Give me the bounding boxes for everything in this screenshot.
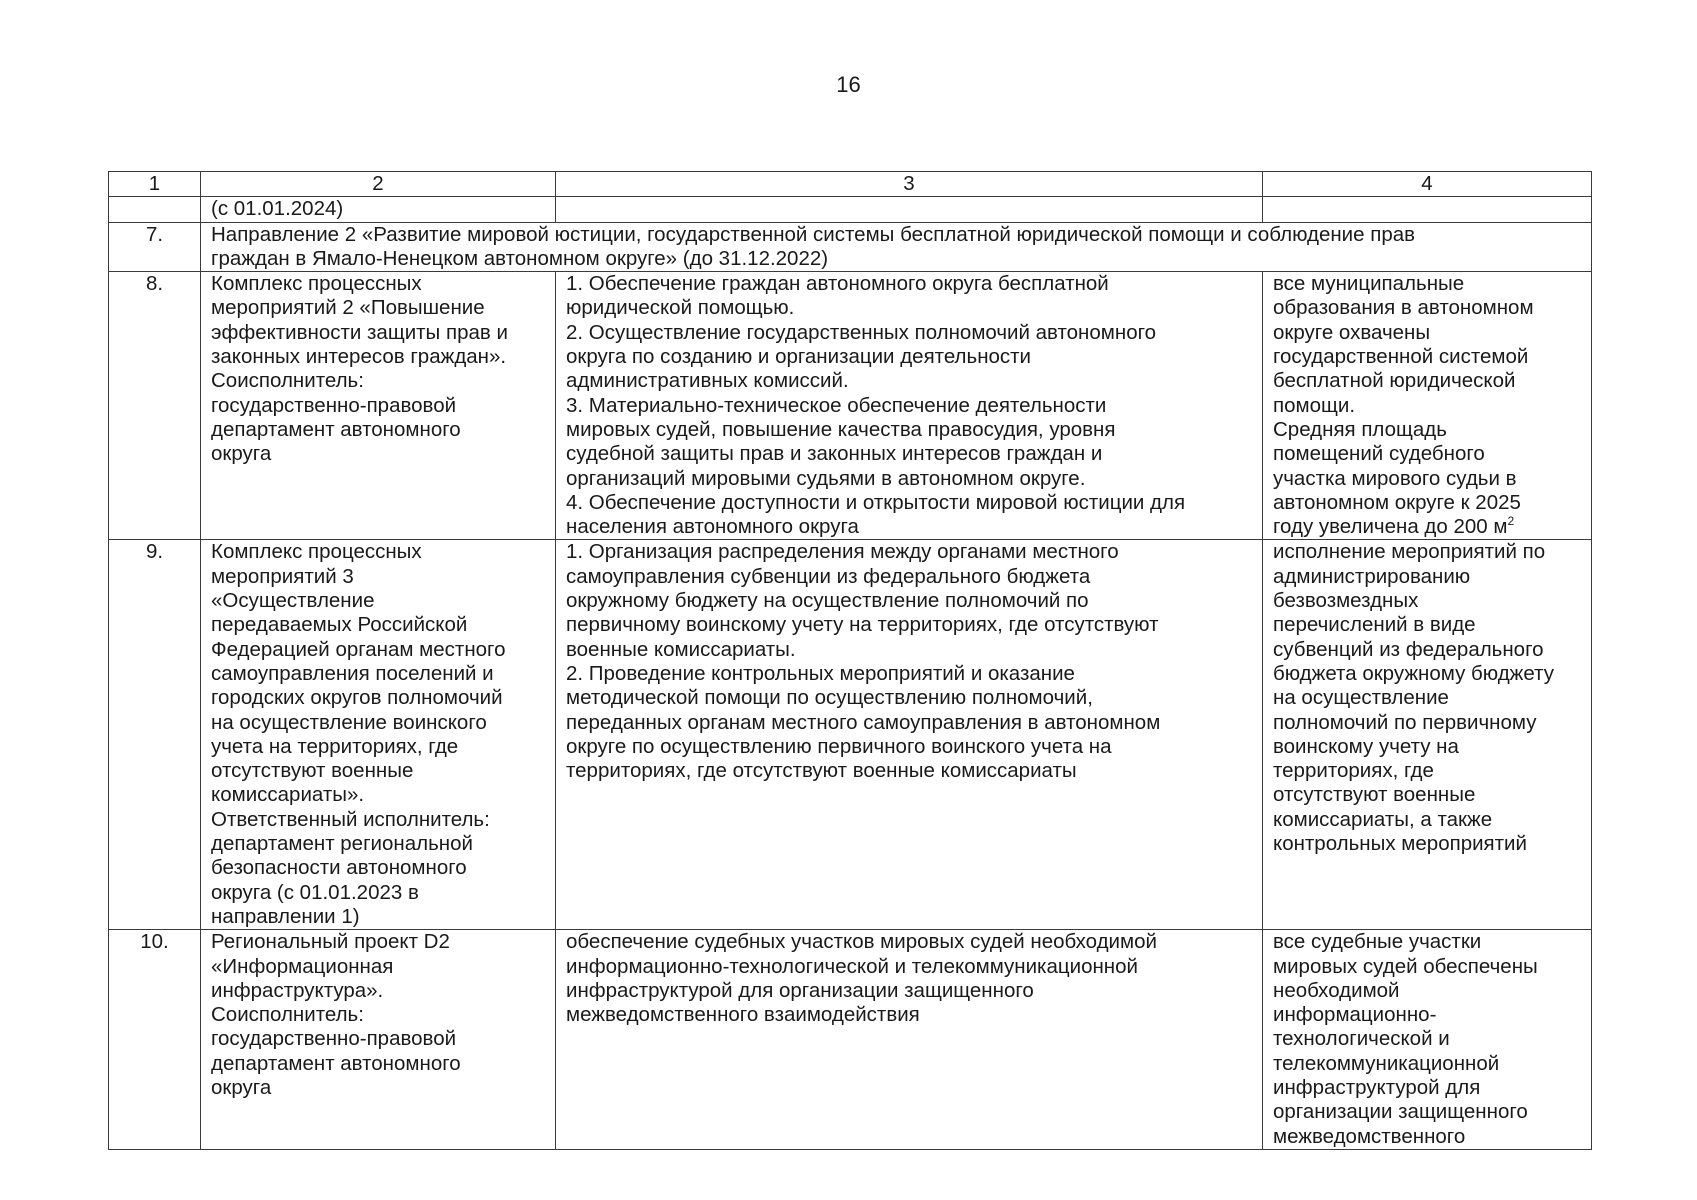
table-cell: обеспечение судебных участков мировых судей необходимой информационно-технологической и телекоммуникационной инфраструктурой для организации защищенного межведомственного взаимодействия — [556, 930, 1263, 1150]
table-row — [109, 197, 1592, 222]
table-cell: 1. Организация распределения между органами местного самоуправления субвенции из федерального бюджета окружному бюджету на осуществление полномочий по первичному воинскому учету на территориях, где отсутствуют военные комиссариаты. 2. Проведение контрольных мероприятий и оказание методической помощи по осуществлению полномочий, переданных органам местного самоуправления в автономном округе по осуществлению первичного воинского учета на территориях, где отсутствуют военные комиссариаты — [556, 540, 1263, 930]
header-cell: 4 — [1263, 172, 1592, 197]
header-cell: 2 — [201, 172, 556, 197]
table-cell — [1263, 197, 1592, 222]
row-number: 8. — [109, 272, 201, 540]
table-cell: все судебные участки мировых судей обеспечены необходимой информационно- технологической и телекоммуникационной инфраструктурой для организации защищенного межведомственного — [1263, 930, 1592, 1150]
row-number — [109, 197, 201, 222]
superscript: 2 — [1507, 514, 1515, 529]
section-row — [109, 222, 1592, 272]
table-cell: 1. Обеспечение граждан автономного округа бесплатной юридической помощью. 2. Осуществление государственных полномочий автономного округа по созданию и организации деятельности административных комиссий. 3. Материально-техническое обеспечение деятельности мировых судей, повышение качества правосудия, уровня судебной защиты прав и законных интересов граждан и организаций мировыми судьями в автономном округе. 4. Обеспечение доступности и открытости мировой юстиции для населения автономного округа — [556, 272, 1263, 540]
row-number: 10. — [109, 930, 201, 1150]
table-cell: Региональный проект D2 «Информационная инфраструктура». Соисполнитель: государственно-правовой департамент автономного округа — [201, 930, 556, 1150]
header-cell: 3 — [556, 172, 1263, 197]
table-row — [109, 930, 1592, 1150]
section-title: Направление 2 «Развитие мировой юстиции, государственной системы бесплатной юридической помощи и соблюдение прав граждан в Ямало-Ненецком автономном округе» (до 31.12.2022) — [201, 222, 1592, 272]
page-number: 16 — [836, 72, 861, 97]
table-cell — [556, 197, 1263, 222]
table-cell — [1263, 272, 1592, 540]
table-cell: (с 01.01.2024) — [201, 197, 556, 222]
cell-text: все муниципальные образования в автономном округе охвачены государственной системой бесплатной юридической помощи. Средняя площадь помещений судебного участка мирового судьи в автономном округе к 2025 году увеличена до 200 м — [1273, 272, 1534, 539]
table-cell: Комплекс процессных мероприятий 3 «Осуществление передаваемых Российской Федерацией органам местного самоуправления поселений и городских округов полномочий на осуществление воинского учета на территориях, где отсутствуют военные комиссариаты». Ответственный исполнитель: департамент региональной безопасности автономного округа (с 01.01.2023 в направлении 1) — [201, 540, 556, 930]
table-row — [109, 540, 1592, 930]
header-cell: 1 — [109, 172, 201, 197]
table-cell: Комплекс процессных мероприятий 2 «Повышение эффективности защиты прав и законных интересов граждан». Соисполнитель: государственно-правовой департамент автономного округа — [201, 272, 556, 540]
table-cell: исполнение мероприятий по администрированию безвозмездных перечислений в виде субвенций из федерального бюджета окружному бюджету на осуществление полномочий по первичному воинскому учету на территориях, где отсутствуют военные комиссариаты, а также контрольных мероприятий — [1263, 540, 1592, 930]
table-header-row — [109, 172, 1592, 197]
program-table — [108, 171, 1592, 1150]
row-number: 7. — [109, 222, 201, 272]
table-row — [109, 272, 1592, 540]
row-number: 9. — [109, 540, 201, 930]
